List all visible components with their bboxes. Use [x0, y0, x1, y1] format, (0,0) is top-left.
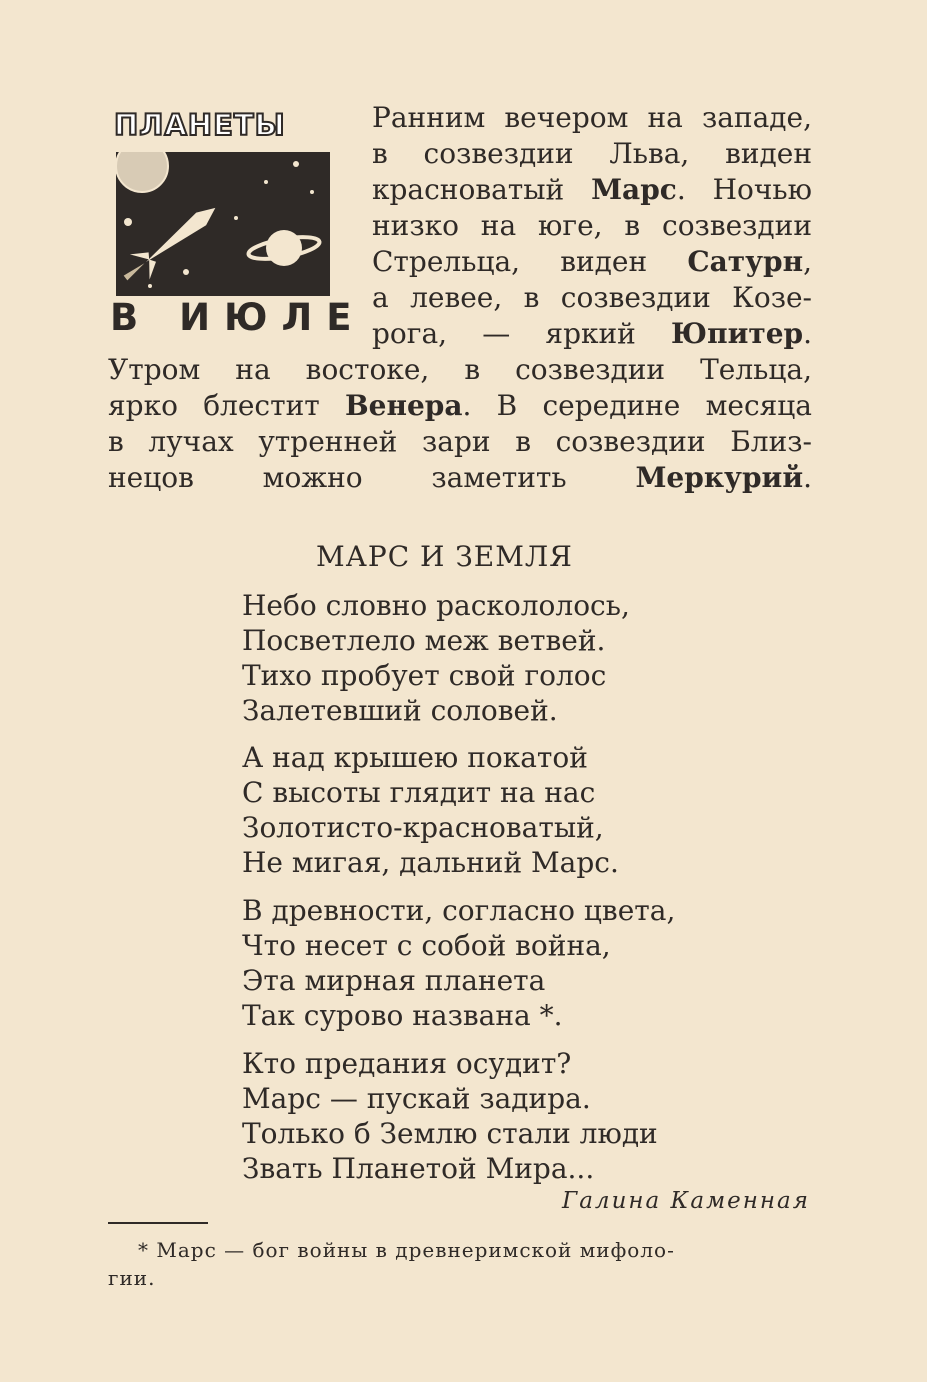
paragraph-line	[108, 424, 812, 460]
text-run: .	[803, 317, 812, 350]
poem-line: Золотисто-красноватый,	[242, 811, 604, 844]
text-run: в созвездии Льва, виден	[372, 137, 812, 170]
text-run: ярко блестит	[108, 389, 345, 422]
poem-line: Эта мирная планета	[242, 964, 546, 997]
poem-line: Небо словно раскололось,	[242, 589, 630, 622]
planet-name: Венера	[344, 389, 463, 422]
poem-stanza	[242, 740, 762, 880]
poem-line: Кто предания осудит?	[242, 1047, 572, 1080]
paragraph-line	[372, 100, 812, 136]
footnote-line: гии.	[108, 1266, 156, 1290]
text-run: низко на юге, в созвездии	[372, 209, 812, 242]
poem-line: Посветлело меж ветвей.	[242, 624, 606, 657]
planet-name: Меркурий	[635, 461, 804, 494]
poem-line: А над крышею покатой	[242, 741, 588, 774]
text-run: нецов можно заметить	[108, 461, 636, 494]
poem-line: Не мигая, дальний Марс.	[242, 846, 619, 879]
text-run: красноватый	[372, 173, 592, 206]
poem-stanza	[242, 588, 762, 728]
planet-name: Юпитер	[671, 317, 804, 350]
paragraph-line	[108, 352, 812, 388]
footnote	[108, 1236, 812, 1292]
poem-line: Тихо пробует свой голос	[242, 659, 607, 692]
poem-title: МАРС И ЗЕМЛЯ	[316, 540, 573, 573]
intro-paragraph-right	[372, 100, 812, 352]
poem-line: В древности, согласно цвета,	[242, 894, 676, 927]
poem-line: С высоты глядит на нас	[242, 776, 596, 809]
text-run: .	[803, 461, 812, 494]
paragraph-line	[372, 316, 812, 352]
poem-line: Марс — пускай задира.	[242, 1082, 591, 1115]
emblem-title: ПЛАНЕТЫ	[114, 108, 286, 142]
planet-name: Сатурн	[687, 245, 804, 278]
paragraph-line	[372, 244, 812, 280]
poem-line: Что несет с собой война,	[242, 929, 611, 962]
poem-stanza	[242, 893, 762, 1033]
poem-line: Звать Планетой Мира...	[242, 1152, 595, 1185]
text-run: Утром на востоке, в созвездии Тельца,	[108, 353, 812, 386]
poem-stanza	[242, 1046, 762, 1186]
planets-emblem	[108, 108, 366, 344]
text-run: а левее, в созвездии Козе-	[372, 281, 812, 314]
text-run: в лучах утренней зари в созвездии Близ-	[108, 425, 812, 458]
poem-line: Так сурово названа *.	[242, 999, 563, 1032]
space-illustration	[116, 152, 330, 296]
emblem-subtitle: В ИЮЛЕ	[110, 296, 366, 339]
text-run: Стрельца, виден	[372, 245, 688, 278]
footnote-divider	[108, 1222, 208, 1224]
poem-author: Галина Каменная	[561, 1188, 810, 1214]
footnote-line: * Марс — бог войны в древнеримской мифоло-	[138, 1238, 675, 1262]
paragraph-line	[372, 136, 812, 172]
poem-line: Только б Землю стали люди	[242, 1117, 658, 1150]
paragraph-line	[372, 172, 812, 208]
text-run: ,	[803, 245, 812, 278]
planet-name: Марс	[591, 173, 677, 206]
text-run: Ранним вечером на западе,	[372, 101, 812, 134]
paragraph-line	[372, 280, 812, 316]
text-run: . Ночью	[676, 173, 812, 206]
intro-paragraph-full	[108, 352, 812, 496]
paragraph-line	[108, 460, 812, 496]
paragraph-line	[108, 388, 812, 424]
text-run: рога, — яркий	[372, 317, 672, 350]
paragraph-line	[372, 208, 812, 244]
poem-line: Залетевший соловей.	[242, 694, 558, 727]
text-run: . В середине месяца	[462, 389, 812, 422]
